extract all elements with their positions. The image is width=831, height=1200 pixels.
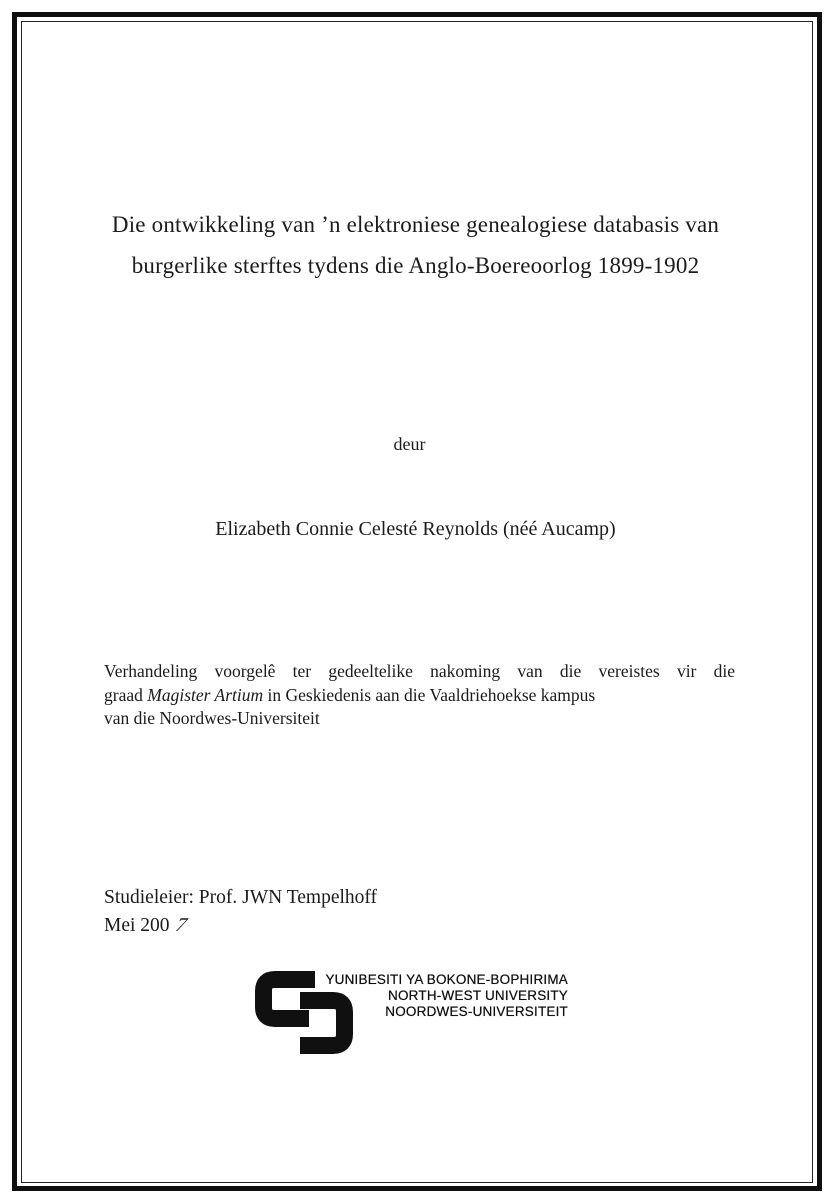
- author-name: Elizabeth Connie Celesté Reynolds (néé Aucamp): [215, 518, 616, 540]
- degree-statement: [104, 660, 735, 731]
- supervisor-line: Studieleier: Prof. JWN Tempelhoff: [104, 887, 378, 908]
- degree-statement-line2-post: in Geskiedenis aan die Vaaldriehoekse kampus: [263, 684, 596, 705]
- degree-statement-line1: Verhandeling voorgelê ter gedeeltelike nakoming van die vereistes vir die: [104, 661, 735, 681]
- degree-statement-line2-pre: graad: [104, 684, 148, 705]
- date-prefix: Mei 200: [104, 914, 170, 936]
- logo-text-setswana: YUNIBESITI YA BOKONE-BOPHIRIMA: [325, 972, 568, 987]
- date-digit: 7: [171, 914, 191, 936]
- university-logo: [255, 971, 568, 1058]
- degree-statement-line3: van die Noordwes-Universiteit: [104, 708, 320, 729]
- date-line: [104, 912, 377, 940]
- logo-text-afrikaans: NOORDWES-UNIVERSITEIT: [385, 1003, 568, 1019]
- byline-deur: deur: [393, 434, 426, 454]
- logo-text-english: NORTH-WEST UNIVERSITY: [388, 987, 568, 1003]
- degree-name-italic: Magister Artium: [147, 684, 264, 705]
- supervisor-block: [104, 884, 377, 939]
- thesis-title-line1: Die ontwikkeling van ’n elektroniese genealogiese databasis van: [111, 212, 720, 237]
- university-logo-text: [325, 972, 568, 1020]
- thesis-title-line2: burgerlike sterftes tydens die Anglo-Boereoorlog 1899-1902: [131, 253, 700, 278]
- thesis-title: [40, 204, 791, 286]
- degree-statement-line2: [104, 684, 735, 708]
